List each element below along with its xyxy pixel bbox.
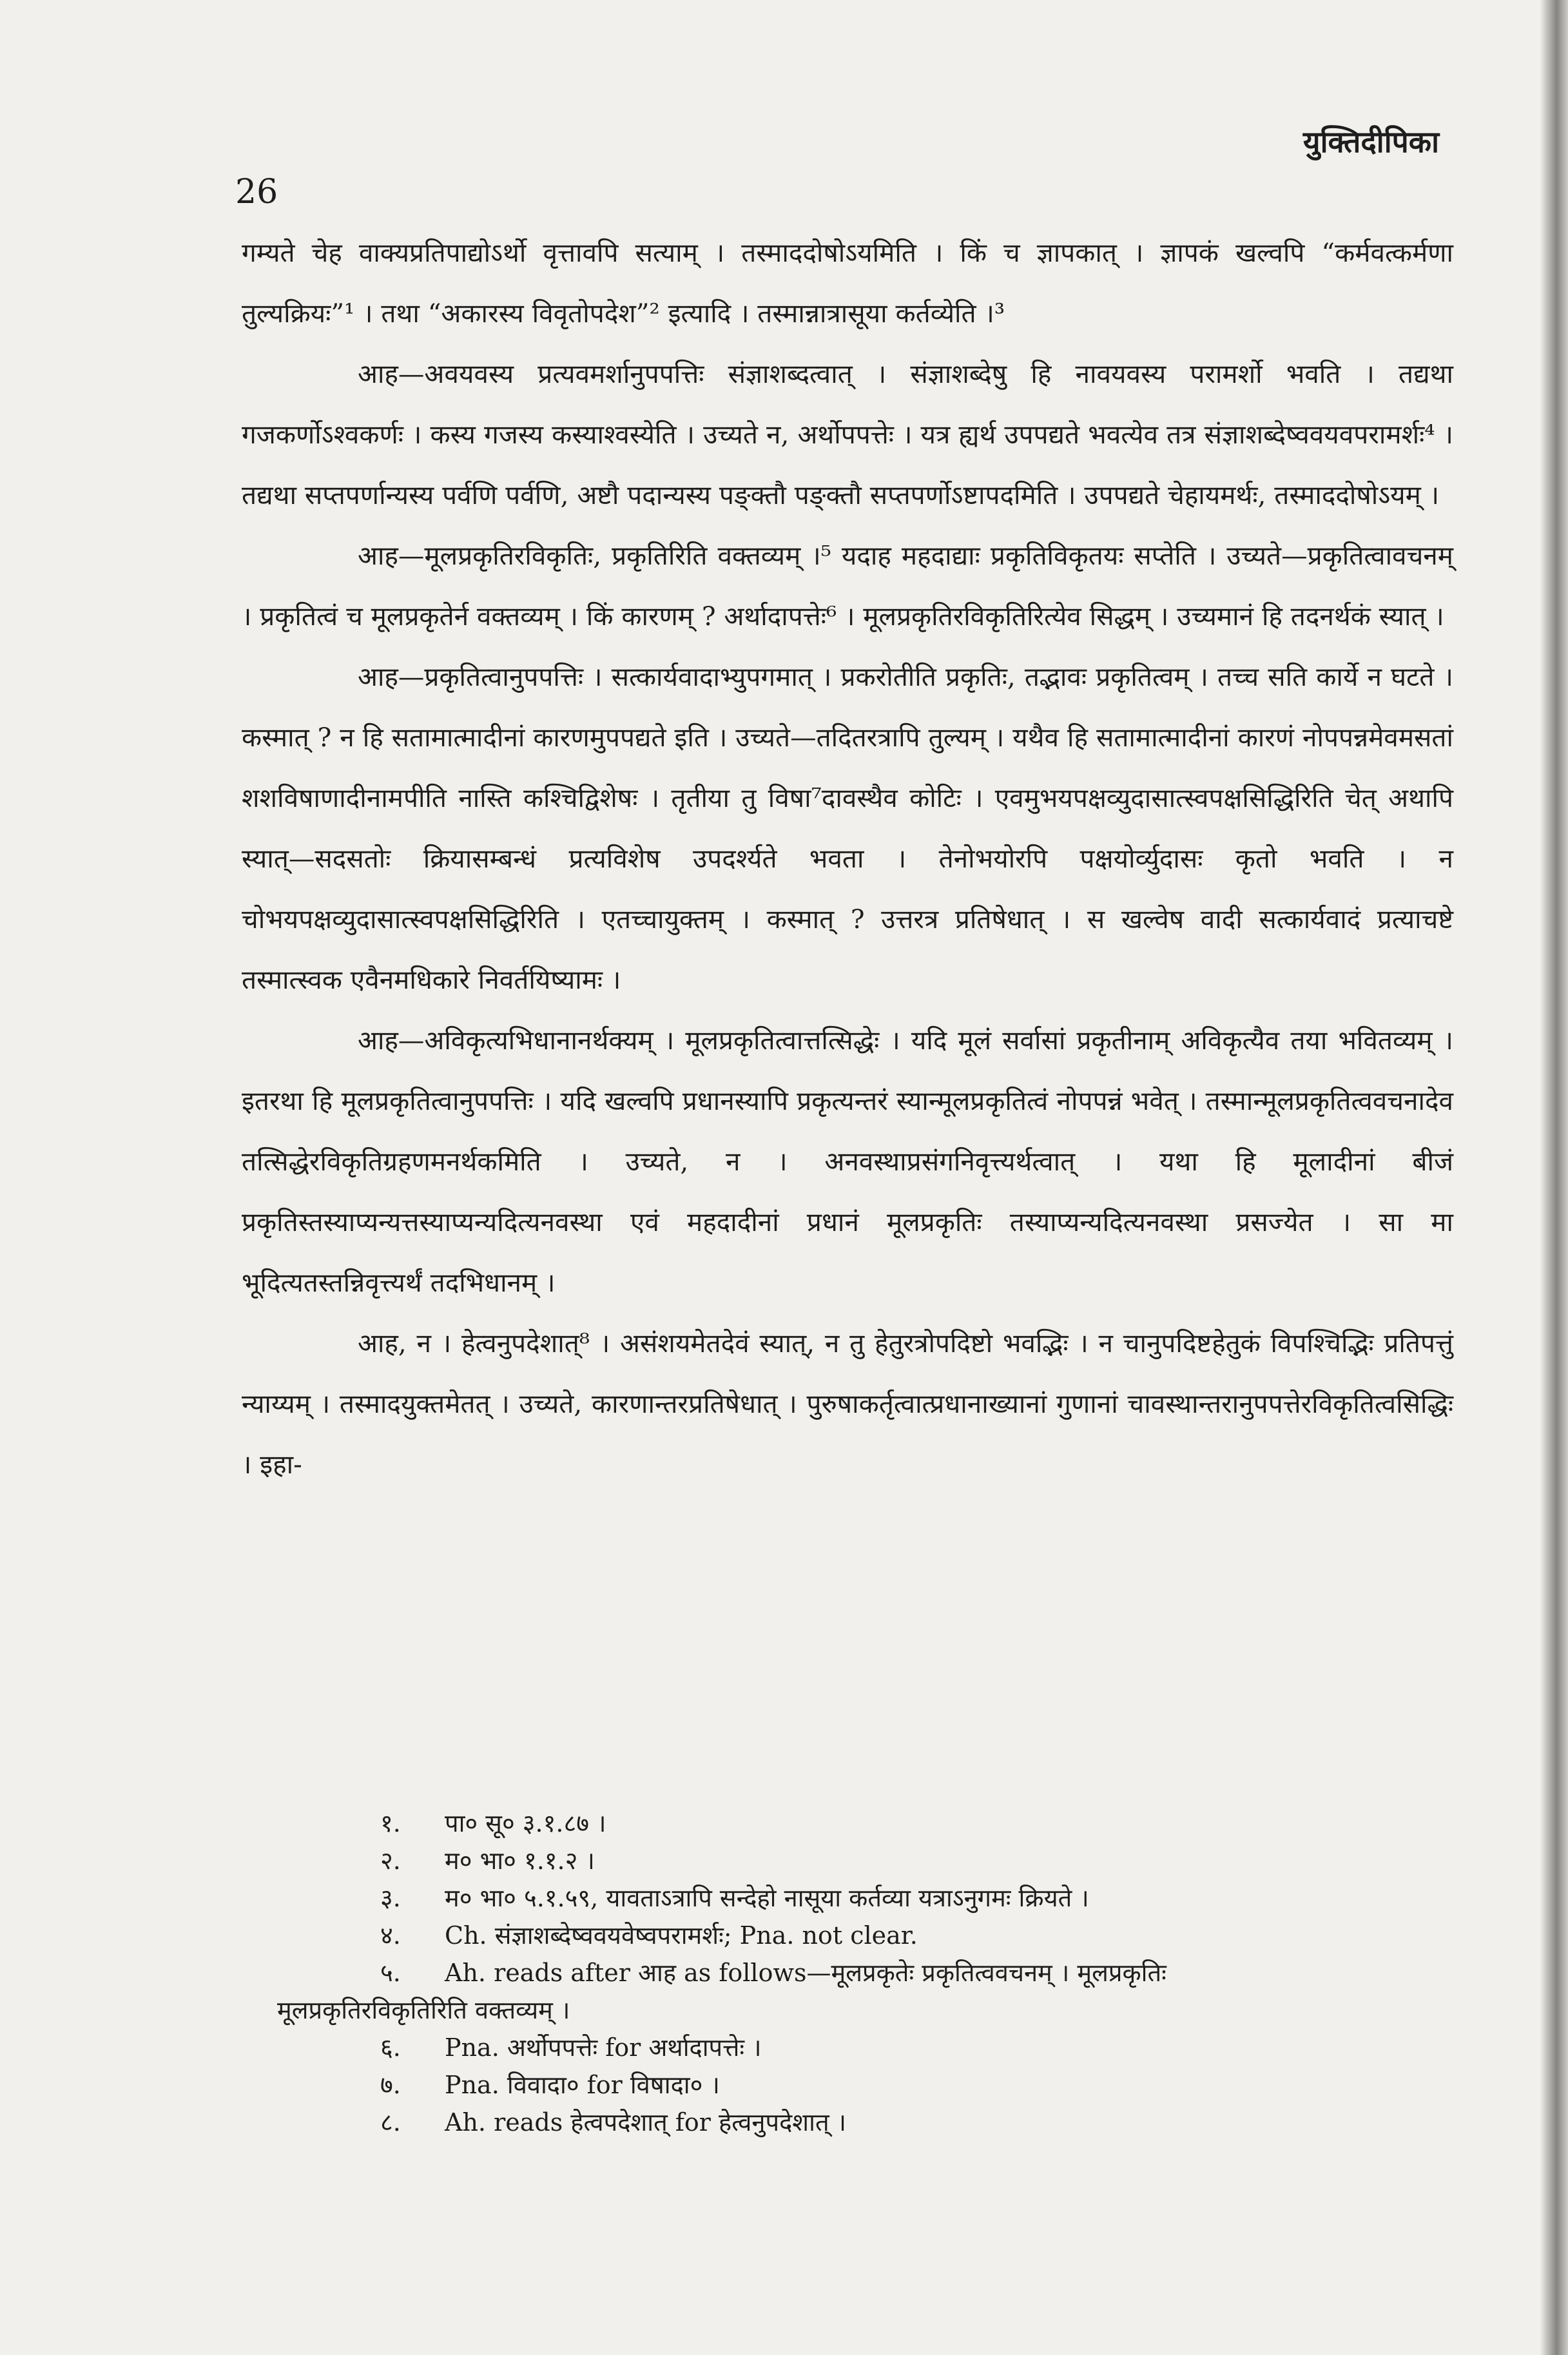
page-number: 26: [235, 173, 278, 211]
paragraph: आह—मूलप्रकृतिरविकृतिः, प्रकृतिरिति वक्तव्यम् ।⁵ यदाह महदाद्याः प्रकृतिविकृतयः सप्तेति । उच्यते—प्रकृतित्वावचनम् । प्रकृतित्वं च मूलप्रकृतेर्न वक्तव्यम् । किं कारणम् ? अर्थादापत्तेः⁶ । मूलप्रकृतिरविकृतिरित्येव सिद्धम् । उच्यमानं हि तदनर्थकं स्यात् ।: [242, 540, 1453, 632]
paragraph: गम्यते चेह वाक्यप्रतिपाद्योऽर्थो वृत्तावपि सत्याम् । तस्माददोषोऽयमिति । किं च ज्ञापकात् । ज्ञापकं खल्वपि “कर्मवत्कर्मणा तुल्यक्रियः”¹ । तथा “अकारस्य विवृतोपदेश”² इत्यादि । तस्मान्नात्रासूया कर्तव्येति ।³: [242, 237, 1453, 329]
footnote: [277, 1917, 1457, 1954]
footnote: [277, 1842, 1457, 1879]
footnote-number: १.: [380, 1809, 401, 1837]
footnote-number: ३.: [380, 1884, 401, 1912]
footnote-text: Pna. विवादा० for विषादा० ।: [445, 2071, 720, 2099]
footnote-text: Ch. संज्ञाशब्देष्ववयवेष्वपरामर्शः; Pna. not clear.: [445, 1921, 918, 1950]
footnote: [277, 2104, 1457, 2141]
footnotes: [277, 1805, 1457, 2141]
paragraph: आह—अविकृत्यभिधानानर्थक्यम् । मूलप्रकृतित्वात्तत्सिद्धेः । यदि मूलं सर्वासां प्रकृतीनाम् अविकृत्यैव तया भवितव्यम् । इतरथा हि मूलप्रकृतित्वानुपपत्तिः । यदि खल्वपि प्रधानस्यापि प्रकृत्यन्तरं स्यान्मूलप्रकृतित्वं नोपपन्नं भवेत् । तस्मान्मूलप्रकृतित्ववचनादेव तत्सिद्धेरविकृतिग्रहणमनर्थकमिति । उच्यते, न । अनवस्थाप्रसंगनिवृत्त्यर्थत्वात् । यथा हि मूलादीनां बीजं प्रकृतिस्तस्याप्यन्यत्तस्याप्यन्यदित्यनवस्था एवं महदादीनां प्रधानं मूलप्रकृतिः तस्याप्यन्यदित्यनवस्था प्रसज्येत । सा मा भूदित्यतस्तन्निवृत्त्यर्थं तदभिधानम् ।: [242, 1025, 1453, 1298]
footnote-text: पा० सू० ३.१.८७ ।: [445, 1809, 606, 1837]
footnote-number: ५.: [380, 1959, 401, 1987]
footnote: [277, 2066, 1457, 2104]
footnote-number: ६.: [380, 2033, 401, 2062]
footnote: [277, 2029, 1457, 2066]
footnote-continuation: मूलप्रकृतिरविकृतिरिति वक्तव्यम् ।: [277, 1996, 570, 2024]
footnote-text: Ah. reads हेत्वपदेशात् for हेत्वनुपदेशात् ।: [445, 2108, 847, 2137]
running-head: युक्तिदीपिका: [1302, 124, 1439, 159]
footnote-text: Ah. reads after आह as follows—मूलप्रकृतेः प्रकृतित्ववचनम् । मूलप्रकृतिः: [445, 1959, 1166, 1987]
page-edge-shadow: [1540, 0, 1568, 2355]
footnote-number: ७.: [380, 2071, 401, 2099]
footnote: [277, 1805, 1457, 1842]
footnote-number: २.: [380, 1846, 401, 1875]
footnote-text: म० भा० १.१.२ ।: [445, 1846, 595, 1875]
paragraph: आह—अवयवस्य प्रत्यवमर्शानुपपत्तिः संज्ञाशब्दत्वात् । संज्ञाशब्देषु हि नावयवस्य परामर्शो भवति । तद्यथा गजकर्णोऽश्वकर्णः । कस्य गजस्य कस्याश्वस्येति । उच्यते न, अर्थोपपत्तेः । यत्र ह्यर्थ उपपद्यते भवत्येव तत्र संज्ञाशब्देष्ववयवपरामर्शः⁴ । तद्यथा सप्तपर्णान्यस्य पर्वणि पर्वणि, अष्टौ पदान्यस्य पङ्क्तौ पङ्क्तौ सप्तपर्णोऽष्टापदमिति । उपपद्यते चेहायमर्थः, तस्माददोषोऽयम् ।: [242, 358, 1453, 510]
footnote-text: म० भा० ५.१.५९, यावताऽत्रापि सन्देहो नासूया कर्तव्या यत्राऽनुगमः क्रियते ।: [445, 1884, 1089, 1912]
footnote-text: Pna. अर्थोपपत्तेः for अर्थादापत्तेः ।: [445, 2033, 762, 2062]
footnote: [277, 1879, 1457, 1917]
paragraph: आह, न । हेत्वनुपदेशात्⁸ । असंशयमेतदेवं स्यात्, न तु हेतुरत्रोपदिष्टो भवद्भिः । न चानुपदिष्टहेतुकं विपश्चिद्भिः प्रतिपत्तुं न्याय्यम् । तस्मादयुक्तमेतत् । उच्यते, कारणान्तरप्रतिषेधात् । पुरुषाकर्तृत्वात्प्रधानाख्यानां गुणानां चावस्थान्तरानुपपत्तेरविकृतित्वसिद्धिः । इहा-: [242, 1328, 1453, 1480]
footnote-number: ४.: [380, 1921, 401, 1950]
footnote-number: ८.: [380, 2108, 401, 2137]
main-text: [242, 222, 1453, 1495]
paragraph: आह—प्रकृतित्वानुपपत्तिः । सत्कार्यवादाभ्युपगमात् । प्रकरोतीति प्रकृतिः, तद्भावः प्रकृतित्वम् । तच्च सति कार्ये न घटते । कस्मात् ? न हि सतामात्मादीनां कारणमुपपद्यते इति । उच्यते—तदितरत्रापि तुल्यम् । यथैव हि सतामात्मादीनां कारणं नोपपन्नमेवमसतां शशविषाणादीनामपीति नास्ति कश्चिद्विशेषः । तृतीया तु विषा⁷दावस्थैव कोटिः । एवमुभयपक्षव्युदासात्स्वपक्षसिद्धिरिति चेत् अथापि स्यात्—सदसतोः क्रियासम्बन्धं प्रत्यविशेष उपदर्श्यते भवता । तेनोभयोरपि पक्षयोर्व्युदासः कृतो भवति । न चोभयपक्षव्युदासात्स्वपक्षसिद्धिरिति । एतच्चायुक्तम् । कस्मात् ? उत्तरत्र प्रतिषेधात् । स खल्वेष वादी सत्कार्यवादं प्रत्याचष्टे तस्मात्स्वक एवैनमधिकारे निवर्तयिष्यामः ।: [242, 661, 1453, 995]
footnote: [277, 1954, 1457, 1992]
